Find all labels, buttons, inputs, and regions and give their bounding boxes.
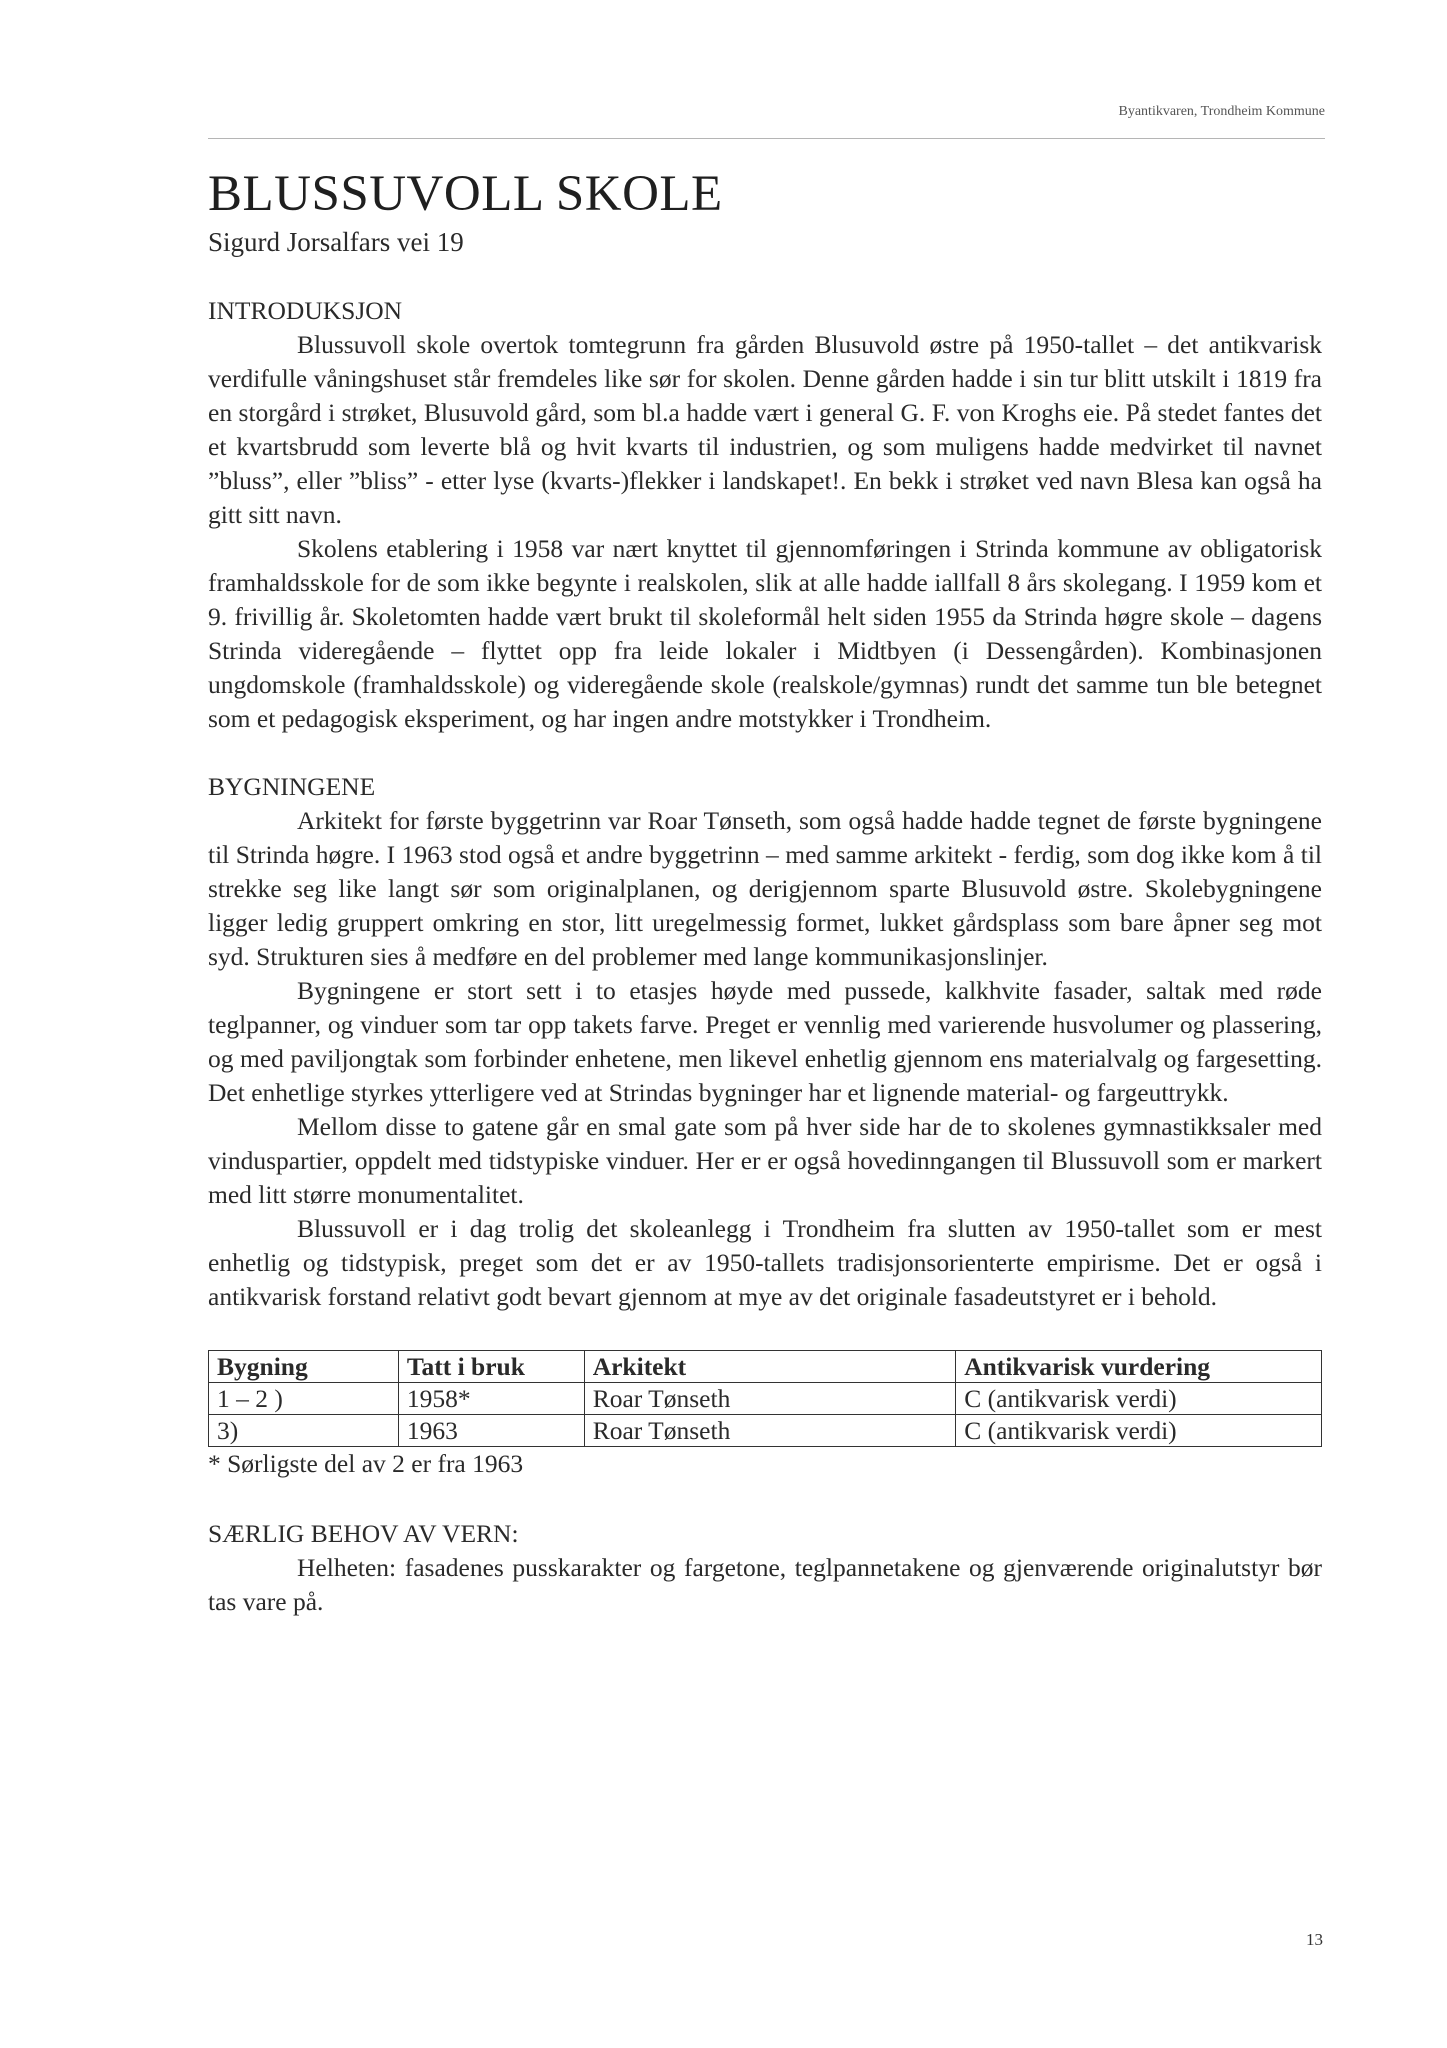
table-cell: C (antikvarisk verdi): [956, 1383, 1322, 1415]
section-heading-buildings: BYGNINGENE: [208, 772, 376, 801]
header-rule: [208, 138, 1325, 139]
address: Sigurd Jorsalfars vei 19: [208, 227, 464, 257]
page-title: BLUSSUVOLL SKOLE: [208, 166, 723, 222]
buildings-paragraph: Blussuvoll er i dag trolig det skoleanlegg i Trondheim fra slutten av 1950-tallet som er mest enhetlig og tidstypisk, preget som det er av 1950-tallets tradisjonsorienterte empirisme. Det er også i antikvarisk forstand relativt godt bevart gjennom at mye av det originale fasadeutstyret er i behold.: [208, 1214, 1322, 1311]
table-cell: 3): [209, 1415, 399, 1447]
table-footnote: * Sørligste del av 2 er fra 1963: [208, 1449, 524, 1478]
table-header-cell: Tatt i bruk: [398, 1351, 584, 1383]
table-row: [209, 1415, 1322, 1447]
buildings-paragraph: Arkitekt for første byggetrinn var Roar Tønseth, som også hadde hadde tegnet de første bygningene til Strinda høgre. I 1963 stod også et andre byggetrinn – med samme arkitekt - ferdig, som dog ikke kom å til strekke seg like langt sør som originalplanen, og derigjennom sparte Blusuvold østre. Skolebygningene ligger ledig gruppert omkring en stor, litt uregelmessig formet, lukket gårdsplass som bare åpner seg mot syd. Strukturen sies å medføre en del problemer med lange kommunikasjonslinjer.: [208, 806, 1322, 971]
buildings-paragraph: Mellom disse to gatene går en smal gate som på hver side har de to skolenes gymnastikksaler med vinduspartier, oppdelt med tidstypiske vinduer. Her er er også hovedinngangen til Blussuvoll som er markert med litt større monumentalitet.: [208, 1112, 1322, 1209]
buildings-paragraph: Bygningene er stort sett i to etasjes høyde med pussede, kalkhvite fasader, saltak med røde teglpanner, og vinduer som tar opp takets farve. Preget er vennlig med varierende husvolumer og plassering, og med paviljongtak som forbinder enhetene, men likevel enhetlig gjennom ens materialvalg og fargesetting. Det enhetlige styrkes ytterligere ved at Strindas bygninger har et lignende material- og fargeuttrykk.: [208, 976, 1322, 1107]
table-cell: 1958*: [398, 1383, 584, 1415]
table-cell: 1 – 2 ): [209, 1383, 399, 1415]
table-header-cell: Antikvarisk vurdering: [956, 1351, 1322, 1383]
running-head: Byantikvaren, Trondheim Kommune: [1118, 104, 1325, 119]
table-cell: Roar Tønseth: [584, 1415, 956, 1447]
protection-paragraph: Helheten: fasadenes pusskarakter og fargetone, teglpannetakene og gjenværende originalutstyr bør tas vare på.: [208, 1553, 1322, 1616]
section-heading-intro: INTRODUKSJON: [208, 296, 403, 325]
page-content: [208, 166, 1322, 1619]
intro-paragraph: Skolens etablering i 1958 var nært knyttet til gjennomføringen i Strinda kommune av obligatorisk framhaldsskole for de som ikke begynte i realskolen, slik at alle hadde iallfall 8 års skolegang. I 1959 kom et 9. frivillig år. Skoletomten hadde vært brukt til skoleformål helt siden 1955 da Strinda høgre skole – dagens Strinda videregående – flyttet opp fra leide lokaler i Midtbyen (i Dessengården). Kombinasjonen ungdomskole (framhaldsskole) og videregående skole (realskole/gymnas) rundt det samme tun ble betegnet som et pedagogisk eksperiment, og har ingen andre motstykker i Trondheim.: [208, 534, 1322, 733]
section-heading-protection: SÆRLIG BEHOV AV VERN:: [208, 1519, 519, 1548]
page-number: 13: [1306, 1930, 1323, 1949]
table-cell: C (antikvarisk verdi): [956, 1415, 1322, 1447]
table-cell: 1963: [398, 1415, 584, 1447]
table-header-row: [209, 1351, 1322, 1383]
table-header-cell: Bygning: [209, 1351, 399, 1383]
table-row: [209, 1383, 1322, 1415]
table-header-cell: Arkitekt: [584, 1351, 956, 1383]
intro-paragraph: Blussuvoll skole overtok tomtegrunn fra gården Blusuvold østre på 1950-tallet – det antikvarisk verdifulle våningshuset står fremdeles like sør for skolen. Denne gården hadde i sin tur blitt utskilt i 1819 fra en storgård i strøket, Blusuvold gård, som bl.a hadde vært i general G. F. von Kroghs eie. På stedet fantes det et kvartsbrudd som leverte blå og hvit kvarts til industrien, og som muligens hadde medvirket til navnet ”bluss”, eller ”bliss” - etter lyse (kvarts-)flekker i landskapet!. En bekk i strøket ved navn Blesa kan også ha gitt sitt navn.: [208, 330, 1322, 529]
table-cell: Roar Tønseth: [584, 1383, 956, 1415]
buildings-table: [208, 1350, 1322, 1447]
